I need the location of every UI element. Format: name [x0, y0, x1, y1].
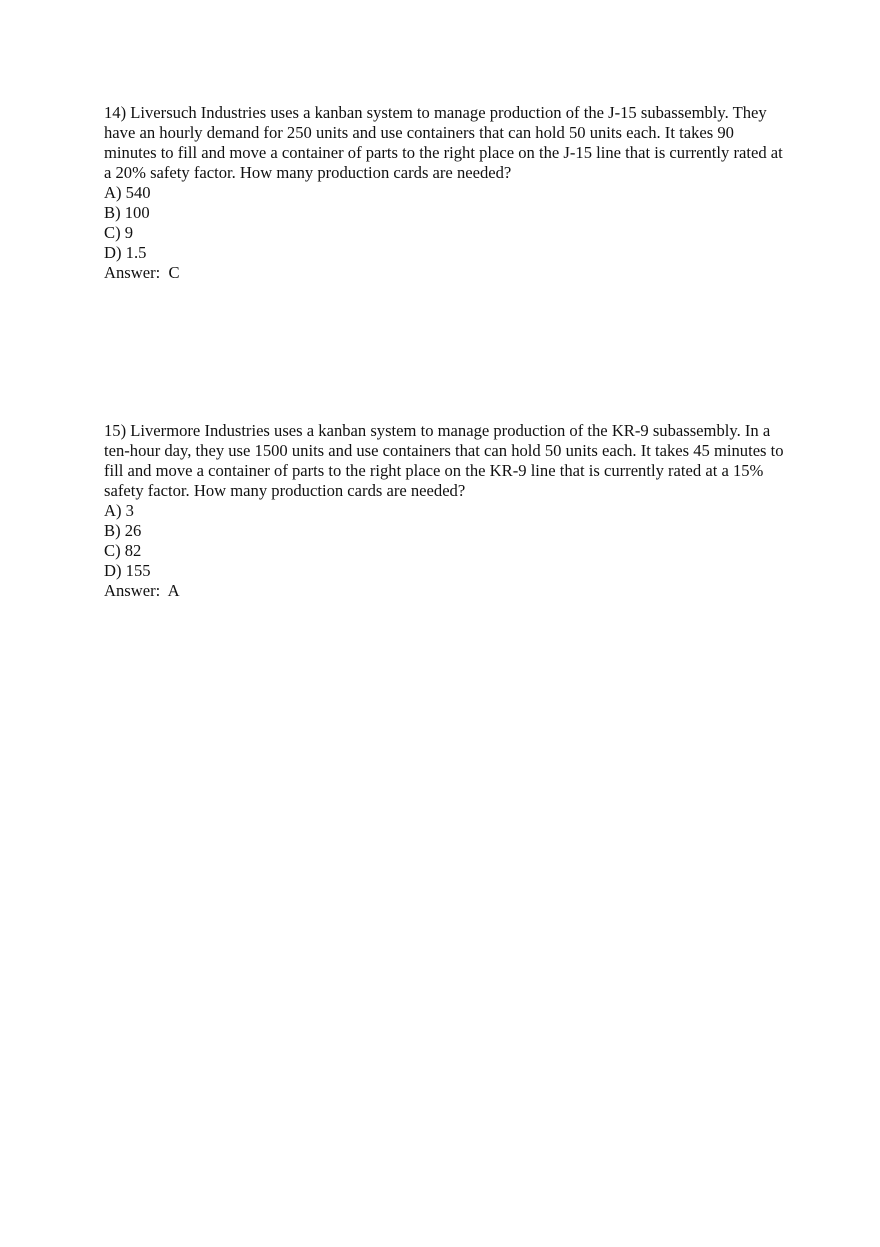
option-a: A) 540 — [104, 183, 151, 202]
answer-line — [104, 263, 784, 283]
option-c: C) 82 — [104, 541, 142, 560]
option-d: D) 155 — [104, 561, 151, 580]
answer-value: A — [167, 581, 180, 600]
option-d: D) 1.5 — [104, 243, 147, 262]
option-a: A) 3 — [104, 501, 134, 520]
answer-label: Answer: — [104, 581, 161, 600]
answer-value: C — [168, 263, 180, 282]
question-stem: 14) Liversuch Industries uses a kanban system to manage production of the J-15 subassembly. They have an hourly demand for 250 units and use containers that can hold 50 units each. It takes 90 minutes to fill and move a container of parts to the right place on the J-15 line that is currently rated at a 20% safety factor. How many production cards are needed? — [104, 103, 783, 182]
question-stem: 15) Livermore Industries uses a kanban system to manage production of the KR-9 subassembly. In a ten-hour day, they use 1500 units and use containers that can hold 50 units each. It takes 45 minutes to fill and move a container of parts to the right place on the KR-9 line that is currently rated at a 15% safety factor. How many production cards are needed? — [104, 421, 784, 500]
option-b: B) 100 — [104, 203, 150, 222]
answer-options — [104, 501, 784, 581]
question-15 — [104, 421, 784, 601]
question-14 — [104, 103, 784, 283]
answer-label: Answer: — [104, 263, 161, 282]
option-b: B) 26 — [104, 521, 142, 540]
option-c: C) 9 — [104, 223, 134, 242]
answer-line — [104, 581, 784, 601]
answer-options — [104, 183, 784, 263]
